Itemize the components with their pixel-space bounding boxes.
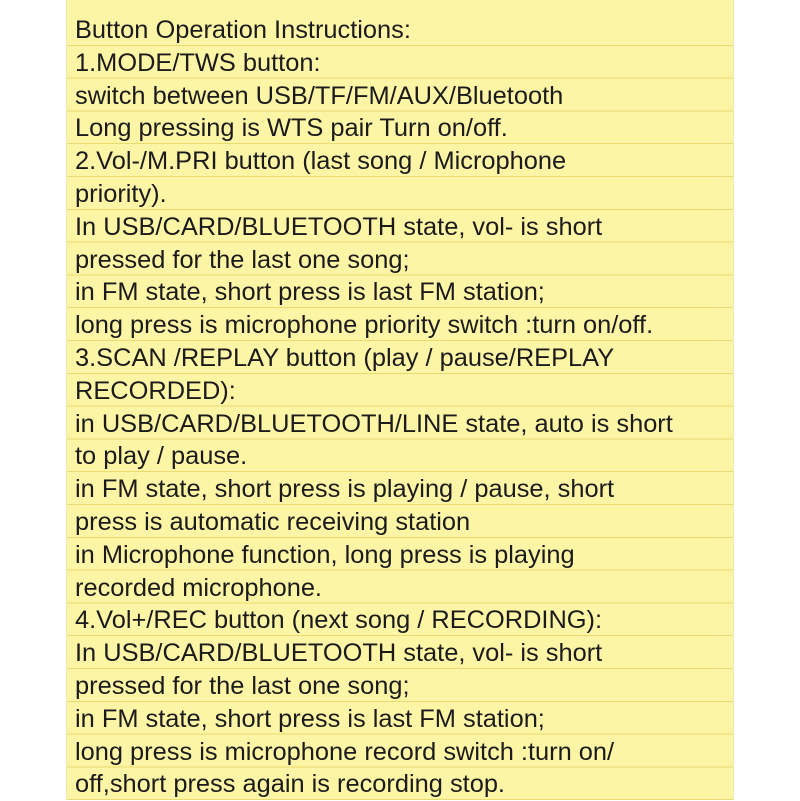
- text-line: priority).: [75, 179, 167, 208]
- text-line: In USB/CARD/BLUETOOTH state, vol- is short: [75, 212, 603, 241]
- text-line: 2.Vol-/M.PRI button (last song / Microphone: [75, 147, 567, 176]
- heading-line: Button Operation Instructions:: [75, 16, 411, 44]
- text-line: 1.MODE/TWS button:: [75, 48, 321, 77]
- text-line: press is automatic receiving station: [75, 507, 471, 536]
- text-line: in USB/CARD/BLUETOOTH/LINE state, auto is short: [75, 409, 673, 438]
- text-line: pressed for the last one song;: [75, 245, 410, 274]
- text-line: Long pressing is WTS pair Turn on/off.: [75, 114, 508, 143]
- text-line: recorded microphone.: [75, 573, 322, 602]
- text-line: off,short press again is recording stop.: [75, 770, 505, 799]
- text-line: RECORDED):: [75, 376, 236, 405]
- text-line: in FM state, short press is last FM station;: [75, 278, 545, 307]
- text-line: pressed for the last one song;: [75, 671, 410, 700]
- text-line: 3.SCAN /REPLAY button (play / pause/REPLAY: [75, 343, 615, 372]
- text-line: In USB/CARD/BLUETOOTH state, vol- is short: [75, 639, 603, 668]
- text-line: to play / pause.: [75, 442, 248, 471]
- text-line: 4.Vol+/REC button (next song / RECORDING):: [75, 606, 603, 635]
- text-line: long press is microphone record switch :turn on/: [75, 737, 615, 766]
- instructions-text: [75, 14, 730, 801]
- text-line: in FM state, short press is last FM station;: [75, 704, 545, 733]
- text-line: in FM state, short press is playing / pause, short: [75, 475, 615, 504]
- text-line: in Microphone function, long press is playing: [75, 540, 575, 569]
- text-line: switch between USB/TF/FM/AUX/Bluetooth: [75, 81, 564, 110]
- text-line: long press is microphone priority switch :turn on/off.: [75, 311, 654, 340]
